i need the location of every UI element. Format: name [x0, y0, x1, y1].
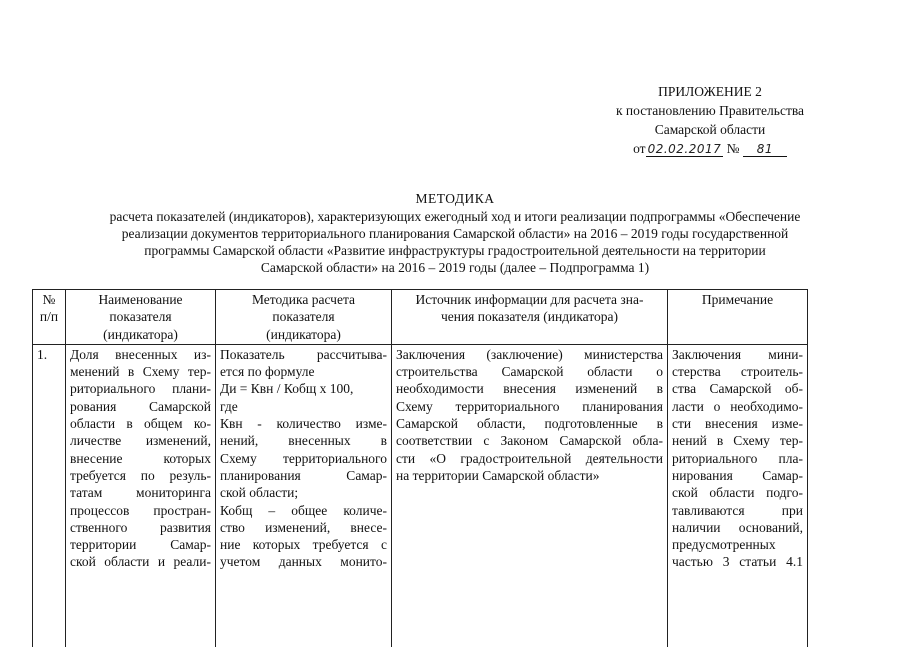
header-source: Источник информации для расчета зна- чения показателя (индикатора) — [392, 290, 668, 345]
decree-date: 02.02.2017 — [647, 142, 722, 156]
table-header-row — [33, 290, 808, 345]
number-sign: № — [726, 141, 740, 156]
source-cell: Заключения (заключение) министерства строительства Самарской области о необходимости внесения изменений в Схему территориального планирования Самарской области, подготовленные в соответствии с Законом Самарской обла- сти «О градостроительной деятельности на территории Самарской области» — [392, 344, 668, 647]
indicator-name-cell: Доля внесенных из- менений в Схему тер- риториального плани- рования Самарской области в общем ко- личестве изменений, внесение которых требуется по резуль- татам мониторинга процессов простран- ственного развития территории Самар- ской области и реали- — [66, 344, 216, 647]
indicators-table — [32, 289, 808, 647]
method-cell: Показатель рассчитыва- ется по формуле Ди = Квн / Кобщ х 100, где Квн - количество изме- нений, внесенных в Схему территориального планирования Самар- ской области; Кобщ – общее количе- ство изменений, внесе- ние которых требуется с учетом данных монито- — [216, 344, 392, 647]
date-prefix: от — [633, 141, 646, 156]
note-cell: Заключения мини- стерства строитель- ства Самарской об- ласти о необходимо- сти внесения изме- нений в Схему тер- риториального пла- нирования Самар- ской области подго- тавливаются при наличии оснований, предусмотренных частью 3 статьи 4.1 — [668, 344, 808, 647]
header-method: Методика расчета показателя (индикатора) — [216, 290, 392, 345]
document-title-block — [40, 190, 870, 276]
decree-date-number — [560, 139, 860, 158]
row-number: 1. — [33, 344, 66, 647]
appendix-decree-line: к постановлению Правительства — [615, 103, 805, 118]
subtitle-line: реализации документов территориального планирования Самарской области» на 2016 – 2019 годы государственной — [121, 226, 789, 241]
document-heading: МЕТОДИКА — [415, 191, 495, 206]
header-no: № п/п — [33, 290, 66, 345]
decree-number: 81 — [743, 142, 787, 157]
header-name: Наименование показателя (индикатора) — [66, 290, 216, 345]
table-row — [33, 344, 808, 647]
appendix-block — [560, 82, 860, 158]
header-note: Примечание — [668, 290, 808, 345]
appendix-region-line: Самарской области — [654, 122, 766, 137]
subtitle-line: Самарской области» на 2016 – 2019 годы (далее – Подпрограмма 1) — [260, 260, 650, 275]
subtitle-line: расчета показателей (индикаторов), характеризующих ежегодный ход и итоги реализации подпрограммы «Обеспечение — [109, 209, 801, 224]
subtitle-line: программы Самарской области «Развитие инфраструктуры градостроительной деятельности на территории — [144, 243, 766, 258]
appendix-title: ПРИЛОЖЕНИЕ 2 — [658, 84, 762, 99]
